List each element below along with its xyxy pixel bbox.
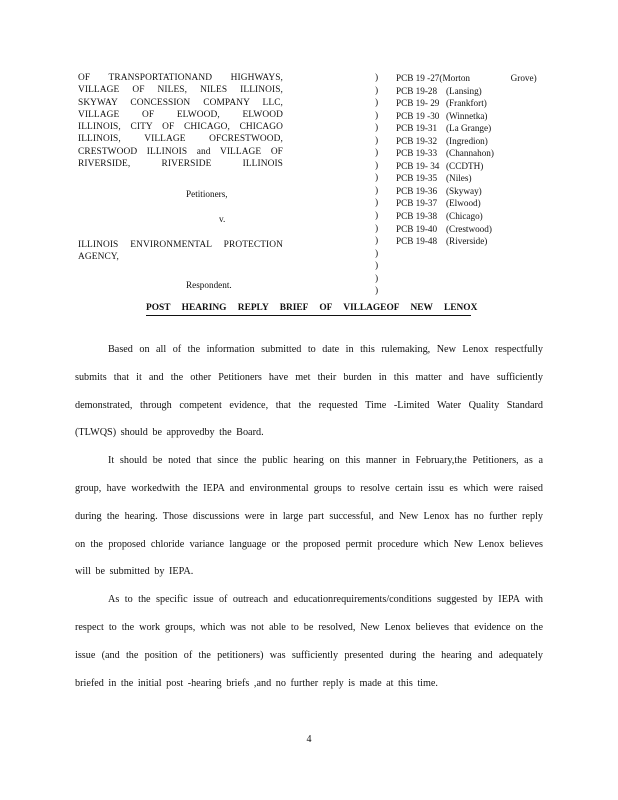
brief-body <box>75 336 543 697</box>
paren: ) <box>375 261 379 272</box>
docket-row <box>396 85 516 98</box>
party-line: SKYWAY CONCESSION COMPANY LLC, <box>78 97 283 108</box>
paren: ) <box>375 236 379 247</box>
petitioners-label: Petitioners, <box>186 189 228 199</box>
docket-name: (Winnetka) <box>446 110 488 121</box>
caption-respondent <box>78 239 283 264</box>
party-line: RIVERSIDE, RIVERSIDE ILLINOIS <box>78 159 283 170</box>
paragraph <box>75 336 543 447</box>
paragraph <box>75 586 543 697</box>
caption-parties <box>78 72 283 170</box>
paragraph <box>75 447 543 586</box>
party-line: CRESTWOOD ILLINOIS and VILLAGE OF <box>78 146 283 157</box>
docket-name: (Skyway) <box>446 185 482 196</box>
docket-number: PCB 19-38 <box>396 211 438 222</box>
docket-name: (CCDTH) <box>446 160 484 171</box>
respondent-label: Respondent. <box>186 280 232 290</box>
docket-number: PCB 19-33 <box>396 148 438 159</box>
paren: ) <box>375 148 379 159</box>
docket-number: PCB 19-48 <box>396 236 438 247</box>
docket-number: PCB 19-31 <box>396 123 438 134</box>
docket-name: (Chicago) <box>446 211 483 222</box>
paragraph-text: It should be noted that since the public hearing on this manner in February,the Petitioners, as a group, have workedwith the IEPA and environmental groups to resolve certain issu es which were raised during the hearing. Those discussions were in large part successful, and New Lenox has no further reply on the proposed chloride variance language or the proposed permit procedure which New Lenox believes will be submitted by IEPA. <box>75 455 543 578</box>
docket-name: (Elwood) <box>446 198 481 209</box>
docket-row <box>396 97 516 110</box>
party-line: ILLINOIS, VILLAGE OFCRESTWOOD, <box>78 134 283 145</box>
docket-row <box>396 160 516 173</box>
respondent-line: ILLINOIS ENVIRONMENTAL PROTECTION <box>78 240 283 250</box>
docket-row <box>396 210 516 223</box>
paren: ) <box>375 198 379 209</box>
docket-name: (Morton Grove) <box>439 73 537 83</box>
docket-number: PCB 19-35 <box>396 173 438 184</box>
paren: ) <box>375 173 379 184</box>
docket-row <box>396 172 516 185</box>
paragraph-text: Based on all of the information submitted to date in this rulemaking, New Lenox respectfully submits that it and the other Petitioners have met their burden in this matter and have sufficiently demonstrated, through competent evidence, that the requested Time -Limited Water Quality Standard (TLWQS) should be approvedby the Board. <box>75 344 543 439</box>
paren: ) <box>375 211 379 222</box>
brief-title: POST HEARING REPLY BRIEF OF VILLAGEOF NEW LENOX <box>146 303 478 313</box>
docket-name: (Frankfort) <box>446 98 487 109</box>
party-line: VILLAGE OF ELWOOD, ELWOOD <box>78 109 283 120</box>
docket-name: (Riverside) <box>446 236 488 247</box>
paren: ) <box>375 73 379 83</box>
paren: ) <box>375 110 379 121</box>
docket-row <box>396 122 516 135</box>
paren: ) <box>375 273 379 284</box>
docket-row <box>396 147 516 160</box>
paren: ) <box>375 135 379 146</box>
docket-name: (Crestwood) <box>446 223 492 234</box>
docket-number: PCB 19- 34 <box>396 160 440 171</box>
docket-row <box>396 185 516 198</box>
docket-row <box>396 223 516 236</box>
paren: ) <box>375 85 379 96</box>
paren: ) <box>375 248 379 259</box>
docket-name: (Lansing) <box>446 85 482 96</box>
paren: ) <box>375 185 379 196</box>
page-number: 4 <box>306 734 312 745</box>
party-line: ILLINOIS, CITY OF CHICAGO, CHICAGO <box>78 122 283 133</box>
docket-row <box>396 235 516 248</box>
docket-number: PCB 19-37 <box>396 198 438 209</box>
docket-name: (Channahon) <box>446 148 494 159</box>
docket-name: (Ingredion) <box>446 135 488 146</box>
docket-row <box>396 110 516 123</box>
docket-list <box>396 72 537 248</box>
paren: ) <box>375 98 379 109</box>
respondent-line: AGENCY, <box>78 252 119 263</box>
title-underline <box>146 315 471 316</box>
paren: ) <box>375 223 379 234</box>
party-line: OF TRANSPORTATIONAND HIGHWAYS, <box>78 73 283 83</box>
versus-label: v. <box>219 214 226 224</box>
docket-name: (Niles) <box>446 173 472 184</box>
paragraph-text: As to the specific issue of outreach and educationrequirements/conditions suggested by IEPA with respect to the work groups, which was not able to be resolved, New Lenox believes that evidence on the issue (and the position of the petitioners) was sufficiently presented during the hearing and adequately briefed in the initial post -hearing briefs ,and no further reply is made at this time. <box>75 594 543 689</box>
paren: ) <box>375 123 379 134</box>
docket-number: PCB 19- 29 <box>396 98 440 109</box>
docket-name: (La Grange) <box>446 123 492 134</box>
docket-row <box>396 72 537 85</box>
docket-number: PCB 19-36 <box>396 185 438 196</box>
docket-number: PCB 19-40 <box>396 223 438 234</box>
docket-row <box>396 197 516 210</box>
caption-parentheses <box>375 72 383 298</box>
docket-number: PCB 19 -30 <box>396 110 440 121</box>
docket-number: PCB 19 -27 <box>396 73 440 83</box>
docket-number: PCB 19-32 <box>396 135 438 146</box>
party-line: VILLAGE OF NILES, NILES ILLINOIS, <box>78 85 283 96</box>
docket-row <box>396 135 516 148</box>
docket-number: PCB 19-28 <box>396 85 438 96</box>
paren: ) <box>375 160 379 171</box>
paren: ) <box>375 286 379 297</box>
